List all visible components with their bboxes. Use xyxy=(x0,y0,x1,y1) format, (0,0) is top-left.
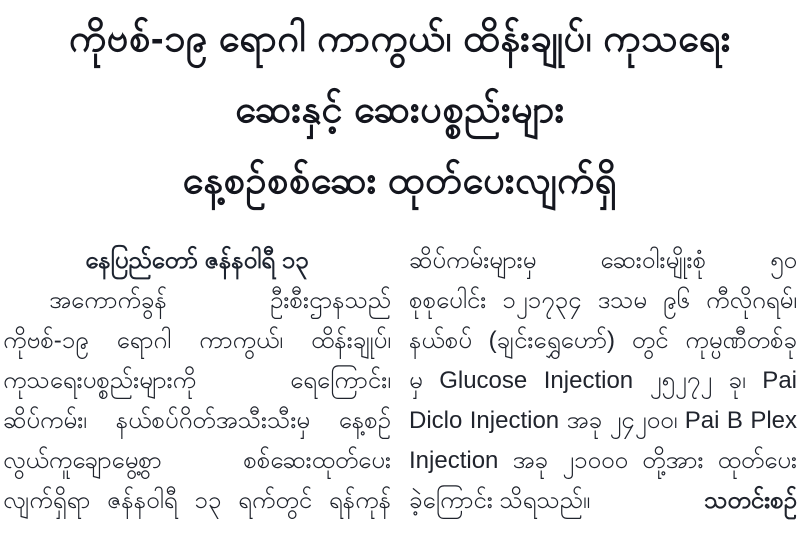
body-line: ကုသရေးပစ္စည်းများကို ရေကြောင်း၊ xyxy=(3,367,391,394)
body-line: ကိုဗစ်-၁၉ ရောဂါ ကာကွယ်၊ ထိန်းချုပ်၊ xyxy=(3,327,391,354)
body-line: မှ Glucose Injection ၂၅၂၇၂ ခု၊ Pai xyxy=(409,367,797,394)
body-line: အကောက်ခွန် ဦးစီးဌာနသည် xyxy=(49,287,391,314)
body-line: ဆိပ်ကမ်း၊ နယ်စပ်ဂိတ်အသီးသီးမှ နေ့စဉ် xyxy=(3,407,391,434)
body-line: နယ်စပ် (ချင်းရွှေဟော်) တွင် ကုမ္ပဏီတစ်ခု xyxy=(409,327,797,354)
news-agency-credit: သတင်းစဉ် xyxy=(704,487,797,514)
article-body xyxy=(0,241,800,521)
body-line: ဆိပ်ကမ်းများမှ ဆေးဝါးမျိုးစုံ ၅၀ xyxy=(409,247,797,274)
body-line: လျက်ရှိရာ ဇန်နဝါရီ ၁၃ ရက်တွင် ရန်ကုန် xyxy=(3,487,391,514)
closing-text: ခဲ့ကြောင်း သိရသည်။ xyxy=(409,487,591,514)
closing-line xyxy=(409,481,797,521)
dateline: နေပြည်တော် ဇန်နဝါရီ ၁၃ xyxy=(85,247,309,274)
headline-line-3: နေ့စဉ်စစ်ဆေး ထုတ်ပေးလျက်ရှိ xyxy=(182,160,618,202)
headline-line-1: ကိုဗစ်-၁၉ ရောဂါ ကာကွယ်၊ ထိန်းချုပ်၊ ကုသရေး xyxy=(69,18,731,60)
right-column xyxy=(409,241,797,521)
article-headline xyxy=(0,0,800,217)
left-column xyxy=(3,241,391,521)
body-line: Injection အခု ၂၁၀၀၀ တို့အား ထုတ်ပေး xyxy=(409,447,797,474)
body-line: Diclo Injection အခု ၂၄၂၀၀၊ Pai B Plex xyxy=(409,407,797,434)
headline-line-2: ဆေးနှင့် ဆေးပစ္စည်းများ xyxy=(235,89,565,131)
body-line: စုစုပေါင်း ၁၂၁၇၃၄ ဒသမ ၉၆ ကီလိုဂရမ်၊ xyxy=(409,287,797,314)
body-line: လွယ်ကူချောမွေ့စွာ စစ်ဆေးထုတ်ပေး xyxy=(3,447,391,474)
